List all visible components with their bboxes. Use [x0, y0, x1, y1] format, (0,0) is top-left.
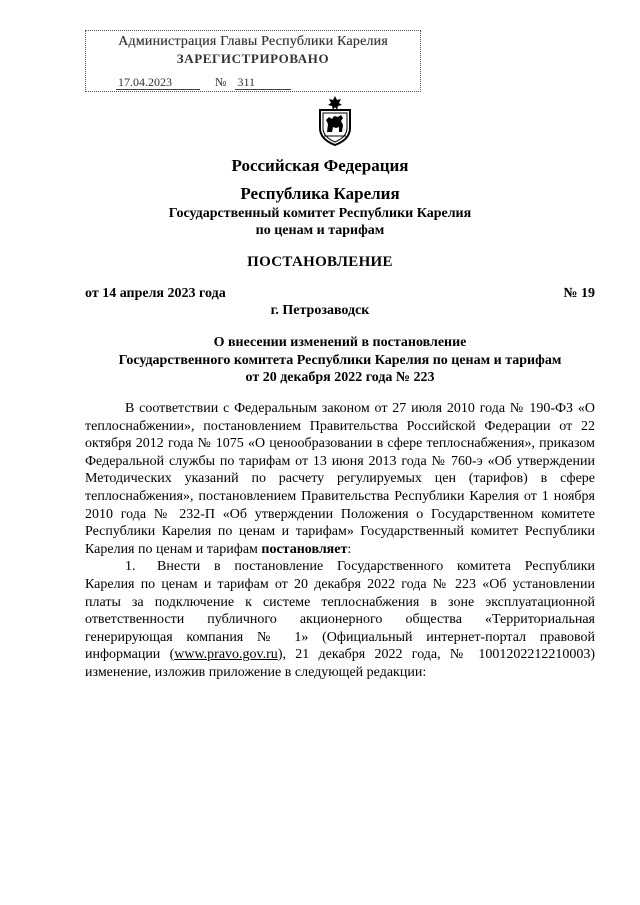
preamble-text: В соответствии с Федеральным законом от 27 июля 2010 года № 190-ФЗ «О теплоснабжении», постановлением Правительства Российской Федерации от 22 октября 2012 года № 1075 «О ценообразовании в сфере теплоснабжения», приказом Федеральной службы по тарифам от 13 июня 2013 года № 760-э «Об утверждении Методических указаний по расчету регулируемых цен (тарифов) в сфере теплоснабжения», постановлением Правительства Республики Карелия от 1 ноября 2010 года № 232-П «Об утверждении Положения о Государственном комитете Республики Карелия по ценам и тарифам» Государственный комитет Республики Карелия по ценам и тарифам [85, 401, 595, 557]
header-committee-line2: по ценам и тарифам [255, 223, 385, 238]
karelia-coat-of-arms-icon [316, 96, 354, 146]
pravo-link[interactable]: www.pravo.gov.ru [174, 647, 278, 663]
document-date: от 14 апреля 2023 года [85, 286, 226, 301]
header-federation: Российская Федерация [231, 156, 409, 175]
date-number-row [85, 286, 595, 302]
header-republic: Республика Карелия [240, 184, 400, 203]
subject-line2: Государственного комитета Республики Карелия по ценам и тарифам [118, 352, 562, 368]
document-number: № 19 [563, 286, 595, 301]
stamp-number-label: № [215, 75, 227, 89]
item-1-paragraph [85, 558, 595, 681]
item-1-number: 1. [125, 559, 136, 575]
document-city: г. Петрозаводск [270, 303, 370, 318]
preamble-paragraph [85, 400, 595, 558]
document-body [85, 400, 595, 682]
item-1-text-b: ), 21 декабря 2022 года, № 1001202212210003) изменение, изложив приложение в следующей редакции: [85, 647, 595, 680]
header-committee-line1: Государственный комитет Республики Карелия [168, 206, 472, 221]
document-subject [85, 334, 595, 387]
stamp-date: 17.04.2023 [116, 76, 200, 90]
stamp-registered: ЗАРЕГИСТРИРОВАНО [176, 51, 330, 66]
subject-line3: от 20 декабря 2022 года № 223 [245, 370, 435, 385]
document-type: ПОСТАНОВЛЕНИЕ [247, 254, 393, 270]
registration-stamp [85, 30, 421, 92]
item-1-text-a: Внести в постановление Государственного комитета Республики Карелия по ценам и тарифам от 20 декабря 2022 года № 223 «Об установлении платы за подключение к системе теплоснабжения в зоне эксплуатационной ответственности публичного акционерного общества «Территориальная генерирующая компания № 1» (Официальный интернет-портал правовой информации ( [85, 559, 595, 663]
preamble-end: : [347, 541, 352, 557]
stamp-number: 311 [235, 76, 291, 90]
stamp-authority: Администрация Главы Республики Карелия [118, 34, 388, 49]
stamp-registration-row [116, 75, 291, 90]
subject-line1: О внесении изменений в постановление [213, 335, 467, 350]
preamble-keyword: постановляет [261, 541, 348, 557]
